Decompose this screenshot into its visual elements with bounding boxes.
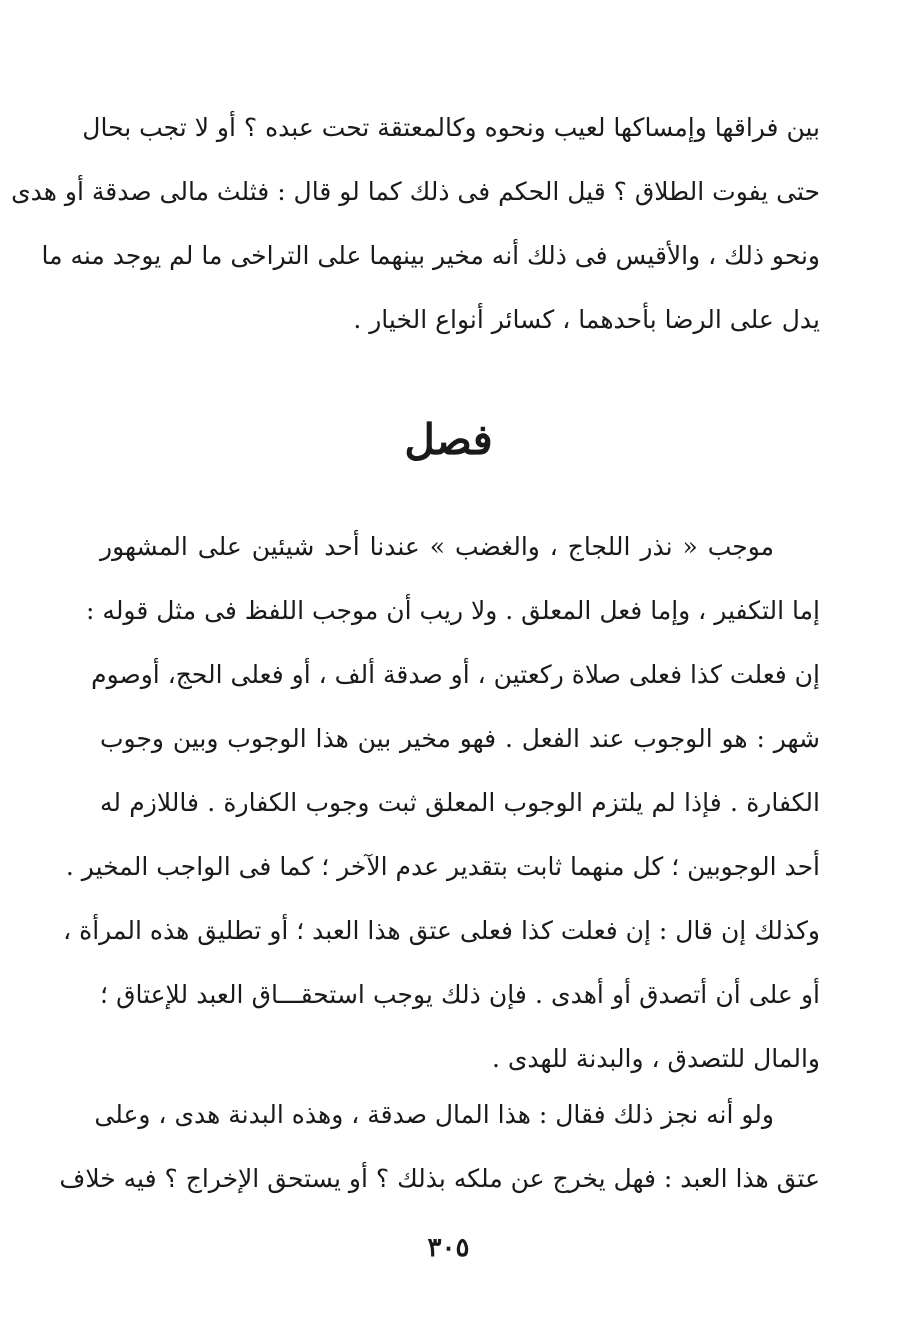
text-line: والمال للتصدق ، والبدنة للهدى . <box>491 1044 820 1073</box>
paragraph-2 <box>63 515 820 1091</box>
text-line: إن فعلت كذا فعلى صلاة ركعتين ، أو صدقة ألف ، أو فعلى الحج، أوصوم <box>91 660 820 689</box>
text-line: أو على أن أتصدق أو أهدى . فإن ذلك يوجب استحقـــاق العبد للإعتاق ؛ <box>100 980 820 1009</box>
text-line: شهر : هو الوجوب عند الفعل . فهو مخير بين هذا الوجوب وبين وجوب <box>100 724 820 753</box>
text-line: إما التكفير ، وإما فعل المعلق . ولا ريب أن موجب اللفظ فى مثل قوله : <box>86 596 820 625</box>
text-line: موجب « نذر اللجاج ، والغضب » عندنا أحد شيئين على المشهور <box>100 532 774 561</box>
paragraph-1 <box>11 96 820 352</box>
text-line: حتى يفوت الطلاق ؟ قيل الحكم فى ذلك كما لو قال : فثلث مالى صدقة أو هدى <box>11 177 820 206</box>
text-line: يدل على الرضا بأحدهما ، كسائر أنواع الخيار . <box>353 305 820 334</box>
text-line: ولو أنه نجز ذلك فقال : هذا المال صدقة ، وهذه البدنة هدى ، وعلى <box>94 1100 774 1129</box>
text-line: الكفارة . فإذا لم يلتزم الوجوب المعلق ثبت وجوب الكفارة . فاللازم له <box>100 788 820 817</box>
text-line: بين فراقها وإمساكها لعيب ونحوه وكالمعتقة تحت عبده ؟ أو لا تجب بحال <box>82 113 820 142</box>
text-line: أحد الوجوبين ؛ كل منهما ثابت بتقدير عدم الآخر ؛ كما فى الواجب المخير . <box>65 852 820 881</box>
paragraph-3 <box>59 1083 820 1211</box>
text-line: وكذلك إن قال : إن فعلت كذا فعلى عتق هذا العبد ؛ أو تطليق هذه المرأة ، <box>63 916 820 945</box>
text-line: عتق هذا العبد : فهل يخرج عن ملكه بذلك ؟ أو يستحق الإخراج ؟ فيه خلاف <box>59 1164 820 1193</box>
section-heading: فصل <box>404 415 493 464</box>
text-line: ونحو ذلك ، والأقيس فى ذلك أنه مخير بينهما على التراخى ما لم يوجد منه ما <box>41 241 820 270</box>
page-number: ٣٠٥ <box>427 1233 470 1263</box>
